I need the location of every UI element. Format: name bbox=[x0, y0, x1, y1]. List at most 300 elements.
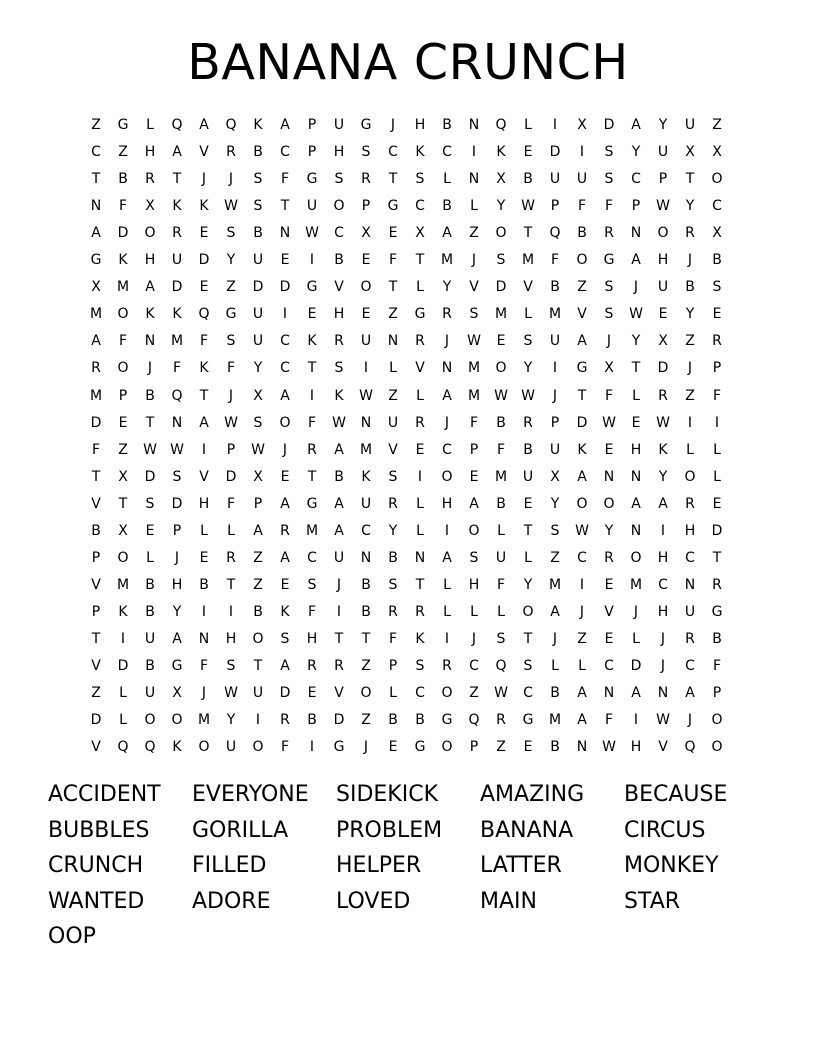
grid-letter: C bbox=[658, 576, 668, 593]
grid-letter: B bbox=[145, 576, 155, 593]
grid-letter: S bbox=[334, 171, 344, 188]
grid-letter: I bbox=[471, 144, 477, 161]
grid-letter: W bbox=[494, 387, 508, 404]
grid-letter: K bbox=[577, 441, 587, 458]
grid-letter: S bbox=[388, 468, 398, 485]
grid-letter: O bbox=[117, 549, 129, 566]
grid-letter: L bbox=[443, 171, 451, 188]
grid-letter: G bbox=[414, 739, 426, 756]
grid-letter: Y bbox=[523, 576, 533, 593]
grid-letter: K bbox=[118, 252, 128, 269]
grid-letter: J bbox=[363, 739, 369, 756]
grid-letter: Q bbox=[225, 117, 237, 133]
word-list-item: BECAUSE bbox=[624, 782, 728, 807]
grid-letter: R bbox=[712, 333, 722, 350]
grid-letter: R bbox=[415, 603, 425, 620]
grid-letter: F bbox=[199, 658, 209, 674]
grid-letter: G bbox=[576, 360, 588, 377]
grid-letter: A bbox=[442, 549, 452, 566]
grid-letter: D bbox=[495, 279, 507, 296]
grid-letter: R bbox=[280, 712, 290, 729]
grid-letter: U bbox=[333, 549, 345, 566]
grid-letter: R bbox=[334, 658, 344, 674]
grid-letter: G bbox=[387, 198, 399, 215]
grid-letter: K bbox=[172, 198, 182, 215]
grid-letter: X bbox=[91, 279, 101, 296]
grid-letter: F bbox=[388, 630, 398, 647]
grid-letter: N bbox=[171, 414, 183, 431]
grid-letter: J bbox=[390, 117, 396, 133]
grid-letter: Y bbox=[685, 198, 695, 215]
grid-letter: J bbox=[660, 658, 666, 674]
grid-letter: A bbox=[334, 522, 344, 539]
grid-letter: P bbox=[172, 522, 182, 539]
grid-letter: Z bbox=[550, 549, 560, 566]
grid-letter: I bbox=[633, 712, 639, 729]
grid-letter: V bbox=[199, 144, 209, 161]
grid-letter: X bbox=[361, 225, 371, 242]
grid-letter: N bbox=[360, 414, 372, 431]
grid-letter: W bbox=[467, 333, 481, 350]
grid-letter: C bbox=[361, 522, 371, 539]
grid-letter: Q bbox=[549, 225, 561, 242]
grid-letter: G bbox=[414, 306, 426, 323]
grid-letter: C bbox=[685, 549, 695, 566]
grid-letter: U bbox=[387, 414, 399, 431]
grid-letter: L bbox=[416, 522, 424, 539]
grid-letter: S bbox=[523, 333, 533, 350]
grid-letter: B bbox=[253, 225, 263, 242]
grid-letter: R bbox=[280, 522, 290, 539]
grid-letter: U bbox=[333, 117, 345, 133]
grid-letter: R bbox=[442, 658, 452, 674]
grid-letter: B bbox=[442, 198, 452, 215]
grid-letter: E bbox=[280, 468, 290, 485]
grid-letter: F bbox=[604, 712, 614, 729]
grid-letter: Z bbox=[226, 279, 236, 296]
grid-letter: W bbox=[143, 441, 157, 458]
grid-letter: A bbox=[577, 712, 587, 729]
grid-letter: A bbox=[631, 252, 641, 269]
grid-letter: O bbox=[441, 468, 453, 485]
grid-letter: W bbox=[170, 441, 184, 458]
grid-letter: G bbox=[441, 712, 453, 729]
grid-letter: U bbox=[549, 171, 561, 188]
grid-letter: G bbox=[171, 658, 183, 674]
grid-letter: Q bbox=[171, 387, 183, 404]
grid-letter: U bbox=[522, 468, 534, 485]
grid-letter: R bbox=[307, 441, 317, 458]
grid-letter: E bbox=[199, 279, 209, 296]
grid-letter: B bbox=[118, 171, 128, 188]
grid-letter: W bbox=[224, 198, 238, 215]
grid-letter: A bbox=[172, 144, 182, 161]
word-list-item: LATTER bbox=[480, 853, 562, 878]
grid-letter: O bbox=[117, 306, 129, 323]
grid-letter: W bbox=[656, 414, 670, 431]
grid-letter: D bbox=[117, 225, 129, 242]
grid-letter: J bbox=[687, 360, 693, 377]
grid-letter: N bbox=[144, 333, 156, 350]
grid-letter: Q bbox=[495, 117, 507, 133]
grid-letter: N bbox=[603, 685, 615, 702]
grid-letter: Z bbox=[91, 117, 101, 133]
grid-letter: U bbox=[171, 252, 183, 269]
grid-letter: H bbox=[657, 603, 669, 620]
grid-letter: V bbox=[415, 360, 425, 377]
grid-letter: J bbox=[471, 252, 477, 269]
grid-letter: N bbox=[387, 333, 399, 350]
grid-letter: K bbox=[361, 468, 371, 485]
grid-letter: C bbox=[469, 658, 479, 674]
grid-letter: J bbox=[606, 333, 612, 350]
grid-letter: I bbox=[120, 630, 126, 647]
grid-letter: B bbox=[577, 225, 587, 242]
grid-letter: T bbox=[91, 630, 101, 647]
grid-letter: Q bbox=[144, 739, 156, 756]
grid-letter: I bbox=[282, 306, 288, 323]
word-list-item: ADORE bbox=[192, 888, 271, 914]
grid-letter: A bbox=[91, 333, 101, 350]
grid-letter: B bbox=[712, 630, 722, 647]
grid-letter: X bbox=[172, 685, 182, 702]
grid-letter: M bbox=[116, 576, 130, 593]
grid-letter: R bbox=[442, 306, 452, 323]
grid-letter: T bbox=[388, 171, 398, 188]
grid-letter: B bbox=[550, 739, 560, 756]
grid-letter: D bbox=[144, 468, 156, 485]
grid-letter: B bbox=[361, 576, 371, 593]
grid-letter: Y bbox=[658, 117, 668, 133]
grid-letter: S bbox=[469, 306, 479, 323]
grid-letter: N bbox=[630, 225, 642, 242]
grid-letter: W bbox=[656, 198, 670, 215]
grid-letter: I bbox=[417, 468, 423, 485]
grid-letter: S bbox=[145, 495, 155, 512]
grid-letter: I bbox=[309, 387, 315, 404]
grid-letter: S bbox=[550, 522, 560, 539]
grid-letter: Y bbox=[496, 198, 506, 215]
grid-letter: Y bbox=[226, 712, 236, 729]
grid-letter: A bbox=[280, 117, 290, 133]
grid-letter: X bbox=[604, 360, 614, 377]
grid-letter: M bbox=[629, 576, 643, 593]
grid-letter: Y bbox=[658, 468, 668, 485]
grid-letter: Z bbox=[253, 576, 263, 593]
grid-letter: N bbox=[414, 549, 426, 566]
grid-letter: U bbox=[144, 630, 156, 647]
grid-letter: N bbox=[468, 171, 480, 188]
grid-letter: F bbox=[604, 198, 614, 215]
grid-letter: S bbox=[226, 333, 236, 350]
grid-letter: W bbox=[602, 414, 616, 431]
grid-letter: L bbox=[497, 522, 505, 539]
grid-letter: V bbox=[199, 468, 209, 485]
grid-letter: F bbox=[226, 495, 236, 512]
grid-letter: D bbox=[171, 279, 183, 296]
grid-letter: U bbox=[657, 279, 669, 296]
grid-letter: A bbox=[280, 658, 290, 674]
grid-letter: L bbox=[632, 387, 640, 404]
grid-letter: M bbox=[359, 441, 373, 458]
grid-letter: T bbox=[280, 198, 290, 215]
grid-letter: I bbox=[552, 360, 558, 377]
grid-letter: C bbox=[415, 198, 425, 215]
grid-letter: O bbox=[630, 549, 642, 566]
grid-letter: F bbox=[307, 414, 317, 431]
grid-letter: C bbox=[280, 333, 290, 350]
grid-letter: S bbox=[712, 279, 722, 296]
grid-letter: X bbox=[118, 468, 128, 485]
grid-letter: I bbox=[444, 630, 450, 647]
grid-letter: K bbox=[496, 144, 506, 161]
grid-letter: K bbox=[280, 603, 290, 620]
grid-letter: L bbox=[227, 522, 235, 539]
grid-letter: O bbox=[657, 225, 669, 242]
grid-letter: T bbox=[361, 630, 371, 647]
grid-letter: X bbox=[685, 144, 695, 161]
grid-letter: M bbox=[494, 468, 508, 485]
grid-letter: P bbox=[226, 441, 236, 458]
grid-letter: O bbox=[576, 495, 588, 512]
grid-letter: U bbox=[252, 306, 264, 323]
grid-letter: M bbox=[197, 712, 211, 729]
grid-letter: L bbox=[470, 198, 478, 215]
grid-letter: L bbox=[389, 685, 397, 702]
grid-letter: O bbox=[576, 252, 588, 269]
grid-letter: P bbox=[712, 360, 722, 377]
grid-letter: D bbox=[549, 144, 561, 161]
grid-letter: H bbox=[144, 252, 156, 269]
grid-letter: L bbox=[119, 685, 127, 702]
grid-letter: R bbox=[685, 630, 695, 647]
grid-letter: W bbox=[521, 387, 535, 404]
grid-letter: L bbox=[389, 360, 397, 377]
grid-letter: S bbox=[253, 414, 263, 431]
grid-letter: M bbox=[548, 712, 562, 729]
grid-letter: F bbox=[226, 360, 236, 377]
grid-letter: P bbox=[307, 117, 317, 133]
grid-letter: B bbox=[415, 712, 425, 729]
grid-letter: B bbox=[550, 685, 560, 702]
grid-letter: P bbox=[469, 739, 479, 756]
grid-letter: S bbox=[334, 360, 344, 377]
grid-letter: U bbox=[360, 495, 372, 512]
grid-letter: V bbox=[334, 685, 344, 702]
grid-letter: B bbox=[253, 144, 263, 161]
grid-letter: T bbox=[577, 387, 587, 404]
grid-letter: P bbox=[469, 441, 479, 458]
grid-letter: L bbox=[416, 279, 424, 296]
grid-letter: O bbox=[144, 712, 156, 729]
grid-letter: W bbox=[224, 685, 238, 702]
grid-letter: M bbox=[548, 576, 562, 593]
grid-letter: S bbox=[226, 658, 236, 674]
grid-letter: V bbox=[91, 576, 101, 593]
grid-letter: T bbox=[307, 468, 317, 485]
grid-letter: B bbox=[91, 522, 101, 539]
grid-letter: I bbox=[552, 117, 558, 133]
grid-letter: H bbox=[144, 144, 156, 161]
grid-letter: U bbox=[252, 252, 264, 269]
grid-letter: K bbox=[334, 387, 344, 404]
grid-letter: R bbox=[334, 333, 344, 350]
grid-letter: E bbox=[118, 414, 128, 431]
grid-letter: R bbox=[226, 144, 236, 161]
grid-letter: X bbox=[118, 522, 128, 539]
grid-letter: O bbox=[441, 685, 453, 702]
grid-letter: H bbox=[684, 522, 696, 539]
grid-letter: J bbox=[633, 279, 639, 296]
grid-letter: L bbox=[119, 712, 127, 729]
grid-letter: J bbox=[201, 685, 207, 702]
grid-letter: S bbox=[226, 225, 236, 242]
word-list-item: STAR bbox=[624, 888, 681, 914]
grid-letter: O bbox=[468, 522, 480, 539]
grid-letter: U bbox=[684, 117, 696, 133]
grid-letter: D bbox=[711, 522, 723, 539]
grid-letter: X bbox=[253, 468, 263, 485]
grid-letter: B bbox=[307, 712, 317, 729]
grid-letter: Z bbox=[118, 441, 128, 458]
grid-letter: U bbox=[252, 333, 264, 350]
grid-letter: J bbox=[633, 603, 639, 620]
grid-letter: T bbox=[91, 468, 101, 485]
grid-letter: A bbox=[577, 468, 587, 485]
grid-letter: N bbox=[630, 522, 642, 539]
grid-letter: W bbox=[521, 198, 535, 215]
grid-letter: U bbox=[549, 333, 561, 350]
grid-letter: O bbox=[144, 225, 156, 242]
grid-letter: Y bbox=[523, 360, 533, 377]
word-list-item: OOP bbox=[48, 924, 96, 949]
grid-letter: P bbox=[631, 198, 641, 215]
grid-letter: T bbox=[523, 522, 533, 539]
grid-letter: I bbox=[309, 739, 315, 756]
grid-letter: X bbox=[415, 225, 425, 242]
grid-letter: O bbox=[522, 603, 534, 620]
grid-letter: Q bbox=[684, 739, 696, 756]
grid-letter: J bbox=[228, 171, 234, 188]
grid-letter: I bbox=[228, 603, 234, 620]
grid-letter: C bbox=[442, 144, 452, 161]
grid-letter: M bbox=[494, 306, 508, 323]
grid-letter: E bbox=[145, 522, 155, 539]
grid-letter: N bbox=[630, 468, 642, 485]
grid-letter: W bbox=[224, 414, 238, 431]
grid-letter: N bbox=[360, 549, 372, 566]
grid-letter: F bbox=[280, 739, 290, 756]
grid-letter: S bbox=[361, 144, 371, 161]
grid-letter: C bbox=[280, 360, 290, 377]
grid-letter: V bbox=[577, 306, 587, 323]
grid-letter: K bbox=[172, 306, 182, 323]
grid-letter: K bbox=[415, 144, 425, 161]
word-list-item: PROBLEM bbox=[336, 817, 443, 843]
grid-letter: A bbox=[334, 495, 344, 512]
grid-letter: Y bbox=[604, 522, 614, 539]
grid-letter: S bbox=[253, 171, 263, 188]
grid-letter: E bbox=[388, 739, 398, 756]
grid-letter: J bbox=[444, 333, 450, 350]
grid-letter: Z bbox=[577, 279, 587, 296]
grid-letter: C bbox=[442, 441, 452, 458]
grid-letter: W bbox=[251, 441, 265, 458]
grid-letter: M bbox=[89, 387, 103, 404]
grid-letter: W bbox=[332, 414, 346, 431]
grid-letter: B bbox=[523, 171, 533, 188]
grid-letter: G bbox=[333, 739, 345, 756]
grid-letter: T bbox=[172, 171, 182, 188]
grid-letter: G bbox=[522, 712, 534, 729]
grid-letter: U bbox=[657, 144, 669, 161]
grid-letter: R bbox=[91, 360, 101, 377]
grid-letter: B bbox=[145, 603, 155, 620]
grid-letter: X bbox=[550, 468, 560, 485]
grid-letter: M bbox=[467, 387, 481, 404]
grid-letter: N bbox=[279, 225, 291, 242]
word-list-item: MONKEY bbox=[624, 853, 719, 878]
grid-letter: C bbox=[334, 225, 344, 242]
grid-letter: R bbox=[523, 414, 533, 431]
grid-letter: V bbox=[658, 739, 668, 756]
grid-letter: O bbox=[333, 198, 345, 215]
grid-letter: W bbox=[359, 387, 373, 404]
grid-letter: M bbox=[170, 333, 184, 350]
grid-letter: D bbox=[171, 495, 183, 512]
grid-letter: S bbox=[415, 171, 425, 188]
grid-letter: E bbox=[496, 333, 506, 350]
word-list-item: FILLED bbox=[192, 853, 267, 878]
grid-letter: T bbox=[145, 414, 155, 431]
grid-letter: S bbox=[604, 279, 614, 296]
grid-letter: N bbox=[198, 630, 210, 647]
grid-letter: V bbox=[388, 441, 398, 458]
grid-letter: S bbox=[604, 171, 614, 188]
grid-letter: B bbox=[361, 603, 371, 620]
grid-letter: T bbox=[712, 549, 722, 566]
grid-letter: F bbox=[307, 603, 317, 620]
grid-letter: D bbox=[657, 360, 669, 377]
grid-letter: O bbox=[495, 360, 507, 377]
grid-letter: F bbox=[172, 360, 182, 377]
grid-letter: P bbox=[550, 198, 560, 215]
word-list-item: BUBBLES bbox=[48, 817, 150, 843]
grid-letter: A bbox=[658, 495, 668, 512]
grid-letter: E bbox=[307, 306, 317, 323]
grid-letter: J bbox=[147, 360, 153, 377]
grid-letter: D bbox=[576, 414, 588, 431]
word-list-item: HELPER bbox=[336, 853, 422, 878]
grid-letter: T bbox=[523, 225, 533, 242]
grid-letter: A bbox=[199, 414, 209, 431]
grid-letter: L bbox=[713, 468, 721, 485]
grid-letter: Y bbox=[226, 252, 236, 269]
grid-letter: C bbox=[712, 198, 722, 215]
grid-letter: P bbox=[91, 603, 101, 620]
puzzle-title: BANANA CRUNCH bbox=[187, 34, 629, 91]
word-list-item: EVERYONE bbox=[192, 782, 309, 807]
grid-letter: X bbox=[253, 387, 263, 404]
grid-letter: L bbox=[524, 549, 532, 566]
grid-letter: G bbox=[306, 279, 318, 296]
grid-letter: W bbox=[305, 225, 319, 242]
grid-letter: M bbox=[521, 252, 535, 269]
grid-letter: Z bbox=[685, 333, 695, 350]
grid-letter: E bbox=[307, 685, 317, 702]
grid-letter: I bbox=[363, 360, 369, 377]
grid-letter: Z bbox=[361, 712, 371, 729]
